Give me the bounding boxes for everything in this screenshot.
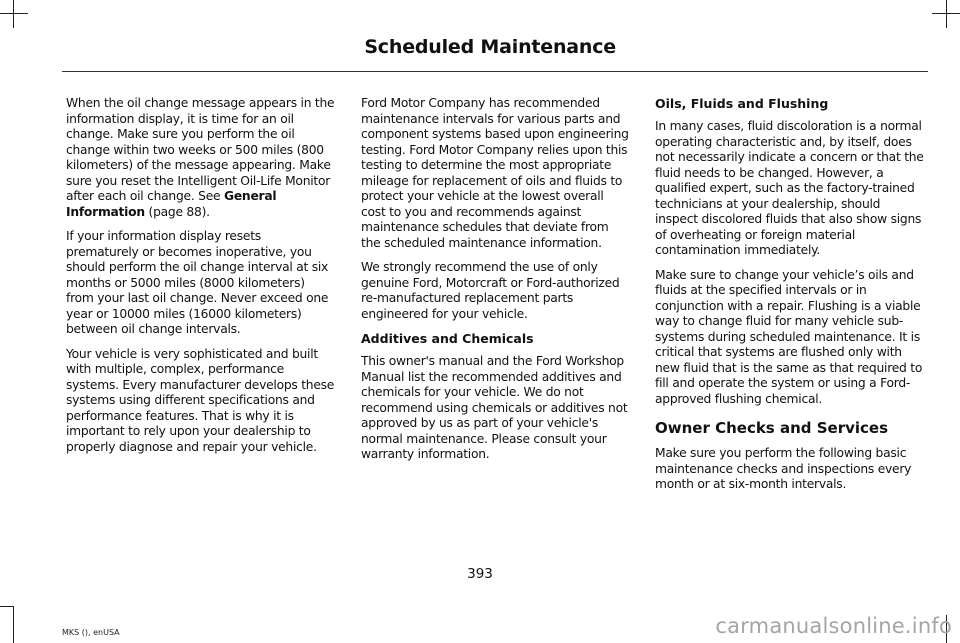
crop-mark <box>932 13 960 14</box>
general-information-link[interactable]: General Information <box>66 189 277 219</box>
paragraph-basic-checks: Make sure you perform the following basic maintenance checks and inspections every month or at six-month intervals. <box>655 446 912 491</box>
watermark: carmanualsonline.info <box>715 614 952 638</box>
heading-oils-fluids-flushing: Oils, Fluids and Flushing <box>655 96 829 111</box>
paragraph-display-resets: If your information display resets prematurely or becomes inoperative, you should perform the oil change interval at six months or 5000 miles (8000 kilometers) from your last oil change. Never exceed one year or 10000 miles (16000 kilometers) between oil change intervals. <box>66 229 329 336</box>
paragraph-change-fluids: Make sure to change your vehicle’s oils and fluids at the specified intervals or in conjunction with a repair. Flushing is a viable way to change fluid for many vehicle sub-systems during scheduled maintenance. It is critical that systems are flushed only with new fluid that is the same as that required to fill and operate the system or using a Ford-approved flushing chemical. <box>655 267 923 406</box>
page-number: 393 <box>467 566 493 582</box>
crop-mark <box>0 606 14 607</box>
paragraph-fluid-discoloration: In many cases, fluid discoloration is a normal operating characteristic and, by itself, does not necessarily indicate a concern or that the fluid needs to be changed. However, a qualified expert, such as the factory-trained technicians at your dealership, should inspect discolored fluids that also show signs of overheating or foreign material contamination immediately. <box>655 119 924 257</box>
page-reference: (page 88). <box>144 204 210 219</box>
column-3 <box>655 96 925 502</box>
paragraph-text: When the oil change message appears in the information display, it is time for an oil change. Make sure you perform the oil change within two weeks or 500 miles (800 kilometers) of the message appearing. Make sure you reset the Intelligent Oil-Life Monitor after each oil change. See <box>66 96 335 203</box>
paragraph-additives: This owner's manual and the Ford Workshop Manual list the recommended additives and chemicals for your vehicle. We do not recommend using chemicals or additives not approved by us as part of your vehicle's normal maintenance. Please consult your warranty information. <box>361 354 628 461</box>
header-divider <box>62 71 928 72</box>
crop-mark <box>946 0 947 28</box>
heading-additives-chemicals: Additives and Chemicals <box>361 331 534 346</box>
crop-mark <box>13 606 14 643</box>
column-2 <box>361 96 631 472</box>
crop-mark <box>0 13 28 14</box>
column-1 <box>66 96 336 464</box>
paragraph-oil-change-message <box>66 96 336 220</box>
crop-mark <box>13 0 14 28</box>
paragraph-genuine-parts: We strongly recommend the use of only genuine Ford, Motorcraft or Ford-authorized re-manufactured replacement parts engineered for your vehicle. <box>361 260 620 321</box>
heading-owner-checks: Owner Checks and Services <box>655 419 889 437</box>
paragraph-sophisticated-vehicle: Your vehicle is very sophisticated and built with multiple, complex, performance systems. Every manufacturer develops these systems using different specifications and performance features. That is why it is important to rely upon your dealership to properly diagnose and repair your vehicle. <box>66 346 335 454</box>
footer-model-code: MKS (), enUSA <box>62 628 120 637</box>
page-title: Scheduled Maintenance <box>364 36 616 58</box>
paragraph-maintenance-intervals: Ford Motor Company has recommended maintenance intervals for various parts and component systems based upon engineering testing. Ford Motor Company relies upon this testing to determine the most appropriate mileage for replacement of oils and fluids to protect your vehicle at the lowest overall cost to you and recommends against maintenance schedules that deviate from the scheduled maintenance information. <box>361 96 629 250</box>
